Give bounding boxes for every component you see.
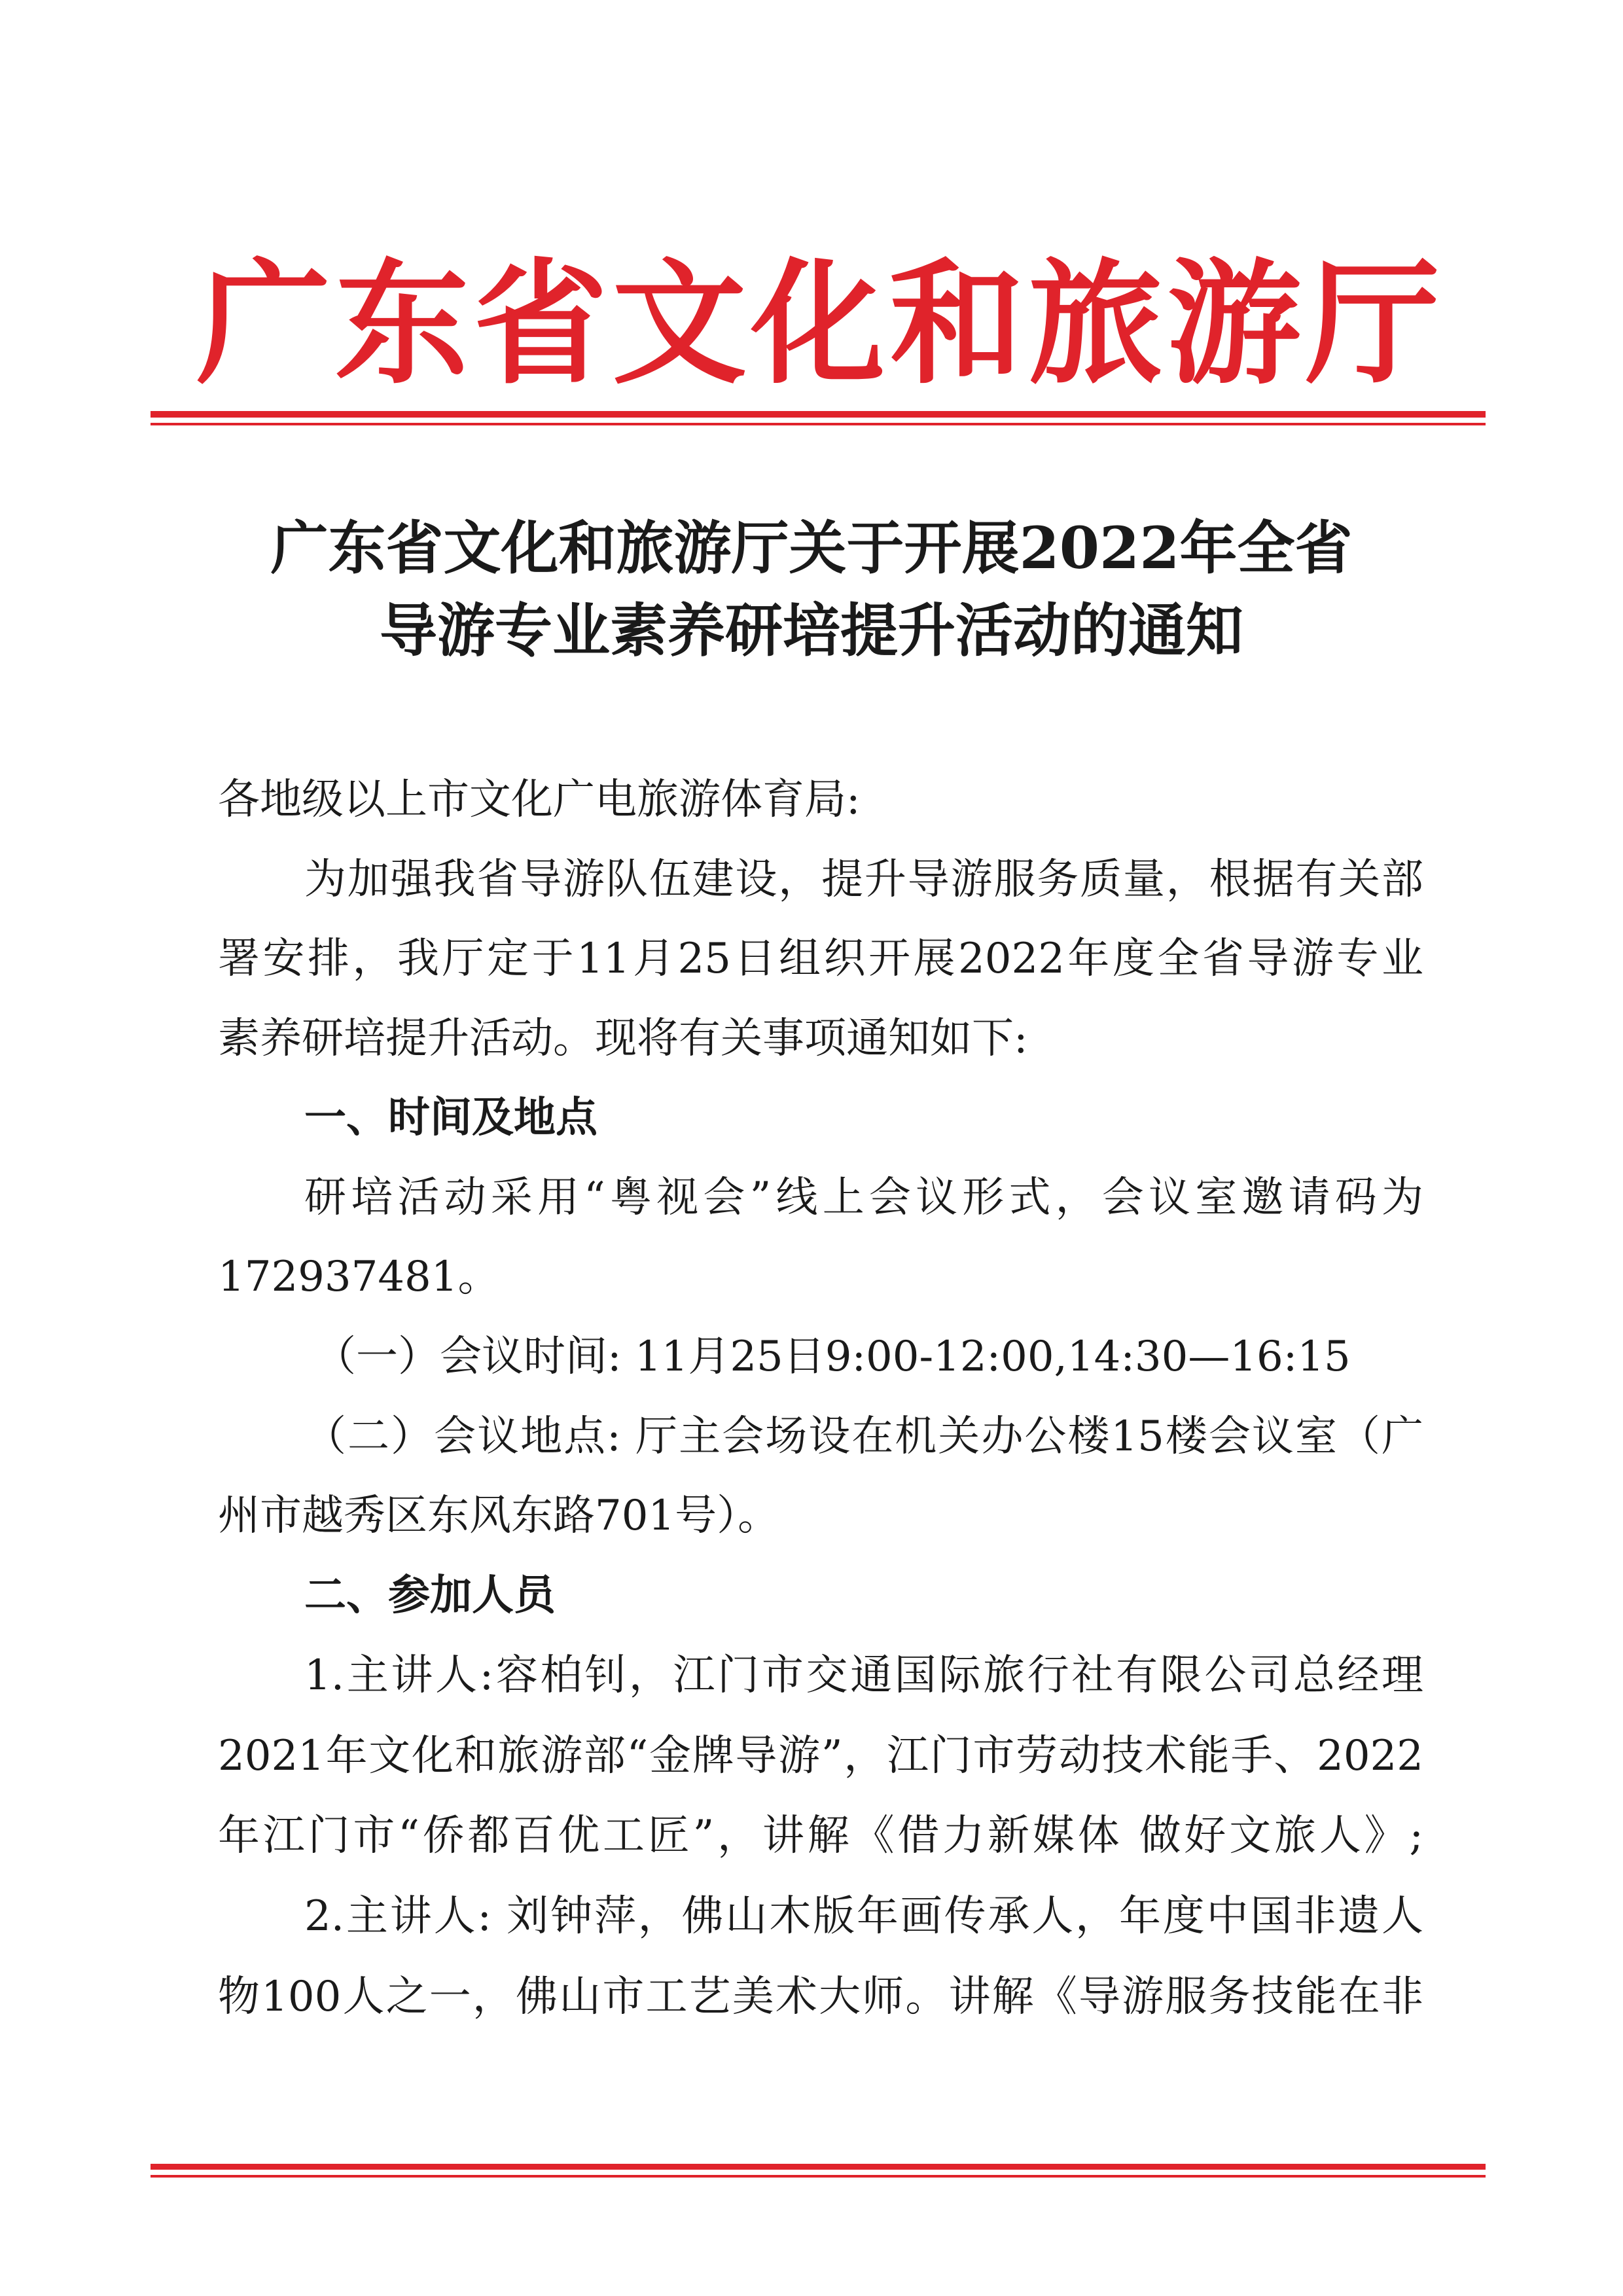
speaker2-text: 2.主讲人: 刘钟萍，佛山木版年画传承人，年度中国非遗人: [304, 1892, 1423, 1941]
speaker1-text: 2021年文化和旅游部“金牌导游”，江门市劳动技术能手、2022: [218, 1732, 1423, 1780]
meeting-time: （一）会议时间: 11月25日9:00-12:00,14:30—16:15: [314, 1333, 1351, 1381]
recipient: 各地级以上市文化广电旅游体育局:: [218, 776, 861, 824]
meeting-place: 州市越秀区东风东路701号）。: [218, 1492, 780, 1540]
masthead-divider-thin: [151, 423, 1486, 425]
intro-line: 素养研培提升活动。现将有关事项通知如下:: [218, 1014, 1028, 1063]
document-title-line2: 导游专业素养研培提升活动的通知: [379, 596, 1243, 664]
speaker1-text: 年江门市“侨都百优工匠”，讲解《借力新媒体 做好文旅人》;: [218, 1812, 1423, 1860]
section-heading: 一、时间及地点: [304, 1094, 597, 1142]
footer-divider-thick: [151, 2164, 1486, 2170]
section1-text: 172937481。: [218, 1253, 500, 1301]
masthead-issuer: 广东省文化和旅游厅: [196, 245, 1440, 403]
speaker1-text: 1.主讲人:容柏钊，江门市交通国际旅行社有限公司总经理: [304, 1651, 1423, 1700]
meeting-place: （二）会议地点: 厅主会场设在机关办公楼15楼会议室（广: [304, 1412, 1423, 1461]
intro-line: 为加强我省导游队伍建设，提升导游服务质量，根据有关部: [304, 855, 1423, 904]
footer-divider-thin: [151, 2175, 1486, 2178]
section1-text: 研培活动采用“粤视会”线上会议形式，会议室邀请码为: [304, 1174, 1423, 1222]
masthead-divider-thick: [151, 411, 1486, 418]
section-heading: 二、参加人员: [304, 1571, 556, 1620]
document-title-line1: 广东省文化和旅游厅关于开展2022年全省: [270, 514, 1353, 582]
speaker2-text: 物100人之一，佛山市工艺美术大师。讲解《导游服务技能在非: [218, 1973, 1423, 2021]
intro-line: 署安排，我厅定于11月25日组织开展2022年度全省导游专业: [218, 935, 1423, 983]
